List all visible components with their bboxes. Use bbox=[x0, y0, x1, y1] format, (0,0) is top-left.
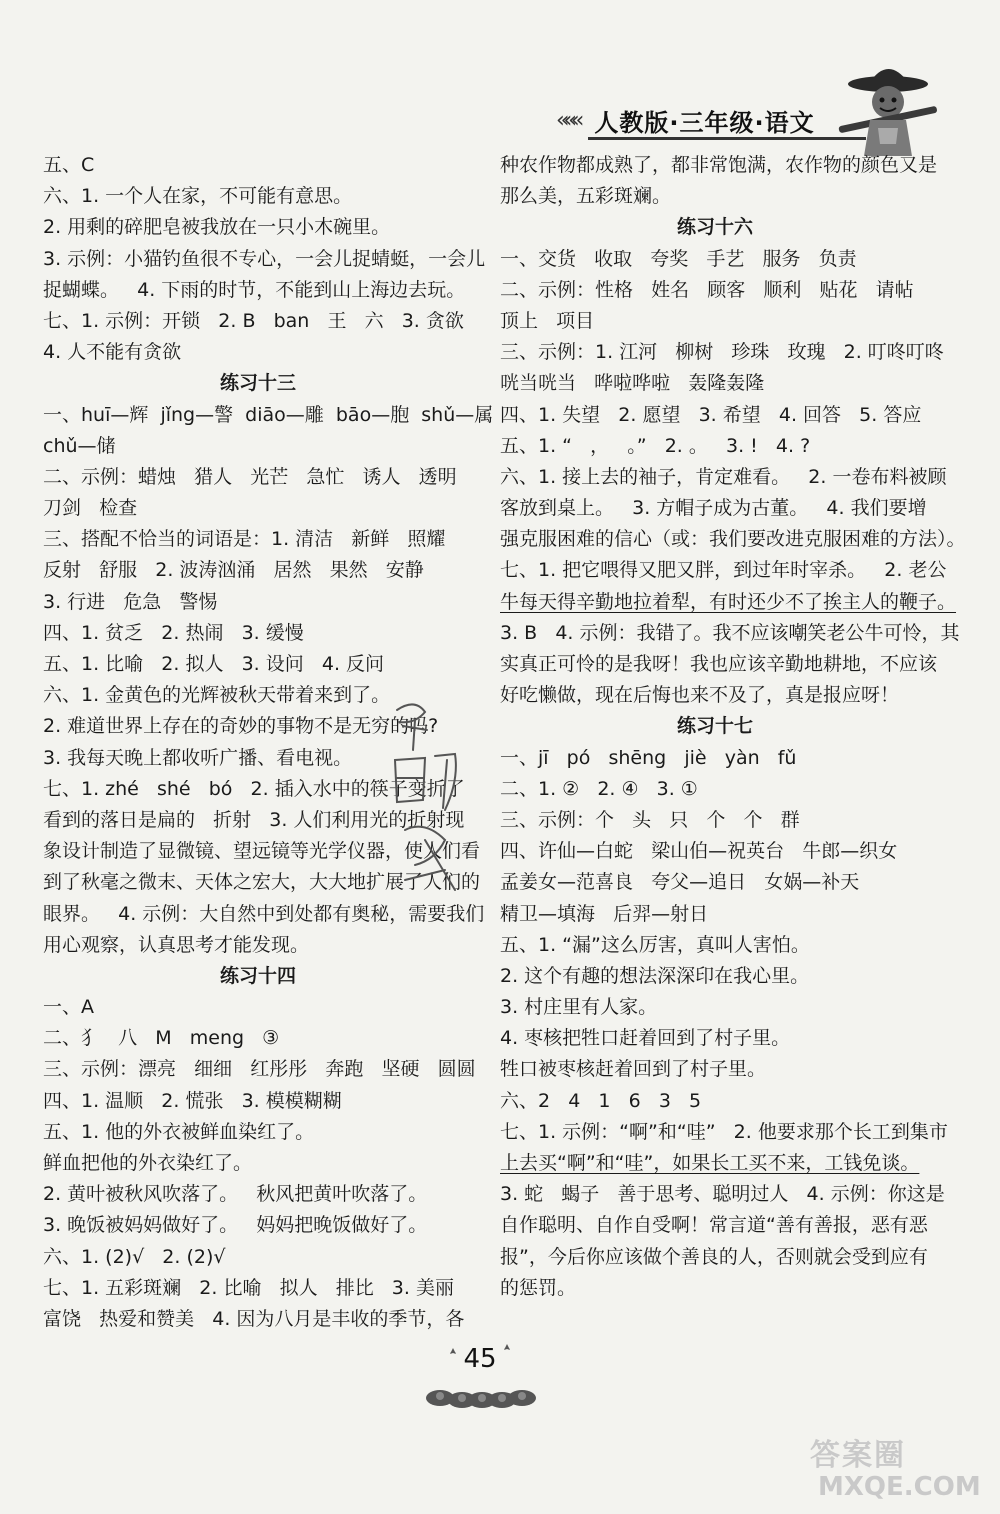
answer-line: 实真正可怜的是我呀！我也应该辛勤地耕地，不应该 bbox=[500, 653, 938, 675]
answer-line: 六、1. 接上去的袖子，肯定难看。 2. 一卷布料被顾 bbox=[500, 465, 947, 488]
answer-line: 三、搭配不恰当的词语是：1. 清洁 新鲜 照耀 bbox=[43, 528, 446, 551]
page-number: 45 bbox=[463, 1344, 497, 1374]
answer-line: 一、A bbox=[43, 996, 94, 1019]
answer-line: 三、示例：个 头 只 个 个 群 bbox=[500, 808, 800, 831]
watermark-text: 答案圈 bbox=[810, 1438, 906, 1473]
answer-line: 牲口被枣核赶着回到了村子里。 bbox=[500, 1058, 767, 1081]
answer-line: 2. 这个有趣的想法深深印在我心里。 bbox=[500, 964, 810, 987]
chevron-icon: ««« bbox=[556, 107, 579, 133]
answer-line: 四、1. 温顺 2. 慌张 3. 模模糊糊 bbox=[43, 1089, 342, 1112]
answer-line: 七、1. zhé shé bó 2. 插入水中的筷子变折了 bbox=[43, 777, 465, 800]
answer-line: 五、1. 比喻 2. 拟人 3. 设问 4. 反问 bbox=[43, 653, 385, 675]
answer-line: 五、C bbox=[43, 154, 95, 176]
answer-line: 3. 晚饭被妈妈做好了。 妈妈把晚饭做好了。 bbox=[43, 1214, 428, 1237]
answer-line: 一、交货 收取 夸奖 手艺 服务 负责 bbox=[500, 247, 857, 270]
answer-line: 3. B 4. 示例：我错了。我不应该嘲笑老公牛可怜，其 bbox=[500, 621, 960, 644]
page-number-ornament bbox=[420, 1340, 540, 1410]
answer-line: 好吃懒做，现在后悔也来不及了，真是报应呀！ bbox=[500, 684, 900, 707]
right-column bbox=[500, 150, 966, 1304]
answer-line: 3. 行进 危急 警惕 bbox=[43, 590, 218, 613]
answer-line: 用心观察，认真思考才能发现。 bbox=[43, 933, 310, 956]
answer-line: 鲜血把他的外衣染红了。 bbox=[43, 1152, 253, 1174]
header-title: 人教版·三年级·语文 bbox=[594, 108, 815, 137]
site-watermark bbox=[810, 1430, 990, 1510]
answer-line: 眼界。 4. 示例：大自然中到处都有奥秘，需要我们 bbox=[43, 902, 485, 925]
answer-line: 的惩罚。 bbox=[500, 1276, 577, 1299]
handwriting-scribble bbox=[385, 690, 475, 900]
answer-line: 3. 蛇 蝎子 善于思考、聪明过人 4. 示例：你这是 bbox=[500, 1183, 945, 1206]
answer-line: 孟姜女—范喜良 夸父—追日 女娲—补天 bbox=[500, 871, 860, 894]
answer-line: 二、示例：性格 姓名 顾客 顺利 贴花 请帖 bbox=[500, 278, 914, 301]
header-rule bbox=[588, 137, 866, 140]
answer-line: 2. 难道世界上存在的奇妙的事物不是无穷的吗? bbox=[43, 715, 439, 738]
answer-line: 3. 示例：小猫钓鱼很不专心，一会儿捉蜻蜓，一会儿 bbox=[43, 247, 486, 270]
answer-line: 二、犭 八 M meng ③ bbox=[43, 1027, 280, 1050]
answer-line: 七、1. 示例：开锁 2. B ban 王 六 3. 贪欲 bbox=[43, 309, 464, 332]
answer-line: 一、huī—辉 jǐng—警 diāo—雕 bāo—胞 shǔ—属 bbox=[43, 403, 494, 426]
answer-line: 二、1. ② 2. ④ 3. ① bbox=[500, 777, 698, 800]
scarecrow-icon bbox=[830, 58, 940, 158]
answer-line: chǔ—储 bbox=[43, 434, 116, 457]
section-title: 练习十三 bbox=[219, 372, 296, 395]
answer-line: 顶上 项目 bbox=[500, 309, 595, 332]
answer-line: 报”，今后你应该做个善良的人，否则就会受到应有 bbox=[500, 1245, 928, 1268]
answer-line: 反射 舒服 2. 波涛汹涌 居然 果然 安静 bbox=[43, 559, 424, 582]
answer-line: 到了秋毫之微末、天体之宏大，大大地扩展了人们的 bbox=[43, 871, 481, 894]
answer-line: 咣当咣当 哗啦哗啦 轰隆轰隆 bbox=[500, 372, 765, 395]
answer-line: 精卫—填海 后羿—射日 bbox=[500, 902, 709, 925]
answer-line: 三、示例：1. 江河 柳树 珍珠 玫瑰 2. 叮咚叮咚 bbox=[500, 341, 944, 364]
answer-line: 五、1. “ ， 。” 2. 。 3. ! 4. ? bbox=[500, 434, 811, 457]
answer-line: 五、1. “漏”这么厉害，真叫人害怕。 bbox=[500, 933, 810, 956]
answer-line: 刀剑 检查 bbox=[43, 497, 138, 520]
answer-line: 捉蝴蝶。 4. 下雨的时节，不能到山上海边去玩。 bbox=[43, 278, 466, 301]
answer-line: 七、1. 把它喂得又肥又胖，到过年时宰杀。 2. 老公 bbox=[500, 559, 947, 582]
section-title: 练习十七 bbox=[676, 715, 753, 738]
answer-line: 自作聪明、自作自受啊！常言道“善有善报，恶有恶 bbox=[500, 1214, 928, 1237]
header-banner bbox=[556, 100, 866, 140]
answer-line: 4. 人不能有贪欲 bbox=[43, 341, 182, 364]
answer-line: 3. 村庄里有人家。 bbox=[500, 996, 658, 1019]
answer-line: 六、1. 金黄色的光辉被秋天带着来到了。 bbox=[43, 684, 391, 707]
watermark-url: MXQE.COM bbox=[818, 1472, 981, 1502]
answer-line: 四、1. 贫乏 2. 热闹 3. 缓慢 bbox=[43, 621, 304, 644]
answer-line: 客放到桌上。 3. 方帽子成为古董。 4. 我们要增 bbox=[500, 497, 927, 520]
answer-line: 三、示例：漂亮 细细 红彤彤 奔跑 坚硬 圆圆 bbox=[43, 1058, 476, 1081]
answer-line: 五、1. 他的外衣被鲜血染红了。 bbox=[43, 1120, 315, 1143]
answer-line: 四、许仙—白蛇 梁山伯—祝英台 牛郎—织女 bbox=[500, 840, 898, 863]
answer-line: 七、1. 五彩斑斓 2. 比喻 拟人 排比 3. 美丽 bbox=[43, 1276, 454, 1299]
answer-line: 六、1. 一个人在家，不可能有意思。 bbox=[43, 185, 353, 208]
answer-line: 六、2 4 1 6 3 5 bbox=[500, 1089, 702, 1112]
answer-line: 3. 我每天晚上都收听广播、看电视。 bbox=[43, 746, 353, 769]
answer-line: 4. 枣核把牲口赶着回到了村子里。 bbox=[500, 1027, 791, 1050]
answer-line: 2. 用剩的碎肥皂被我放在一只小木碗里。 bbox=[43, 216, 391, 239]
answer-line: 种农作物都成熟了，都非常饱满，农作物的颜色又是 bbox=[500, 154, 938, 176]
answer-line: 富饶 热爱和赞美 4. 因为八月是丰收的季节，各 bbox=[43, 1307, 465, 1330]
section-title: 练习十四 bbox=[219, 964, 296, 987]
section-title: 练习十六 bbox=[676, 216, 753, 239]
answer-line: 七、1. 示例：“啊”和“哇” 2. 他要求那个长工到集市 bbox=[500, 1120, 948, 1143]
answer-line: 2. 黄叶被秋风吹落了。 秋风把黄叶吹落了。 bbox=[43, 1183, 428, 1206]
underlined-answer-line: 上去买“啊”和“哇”，如果长工买不来，工钱免谈。 bbox=[500, 1152, 920, 1174]
answer-line: 六、1. (2)√ 2. (2)√ bbox=[43, 1245, 226, 1268]
answer-line: 象设计制造了显微镜、望远镜等光学仪器，使人们看 bbox=[43, 840, 481, 863]
answer-line: 四、1. 失望 2. 愿望 3. 希望 4. 回答 5. 答应 bbox=[500, 403, 922, 426]
answer-line: 看到的落日是扁的 折射 3. 人们利用光的折射现 bbox=[43, 808, 465, 831]
answer-line: 一、jī pó shēng jiè yàn fǔ bbox=[500, 746, 797, 769]
underlined-answer-line: 牛每天得辛勤地拉着犁，有时还少不了挨主人的鞭子。 bbox=[500, 590, 957, 613]
answer-line: 那么美，五彩斑斓。 bbox=[500, 185, 672, 208]
answer-line: 强克服困难的信心（或：我们要改进克服困难的方法）。 bbox=[500, 528, 966, 551]
answer-line: 二、示例：蜡烛 猎人 光芒 急忙 诱人 透明 bbox=[43, 465, 457, 488]
